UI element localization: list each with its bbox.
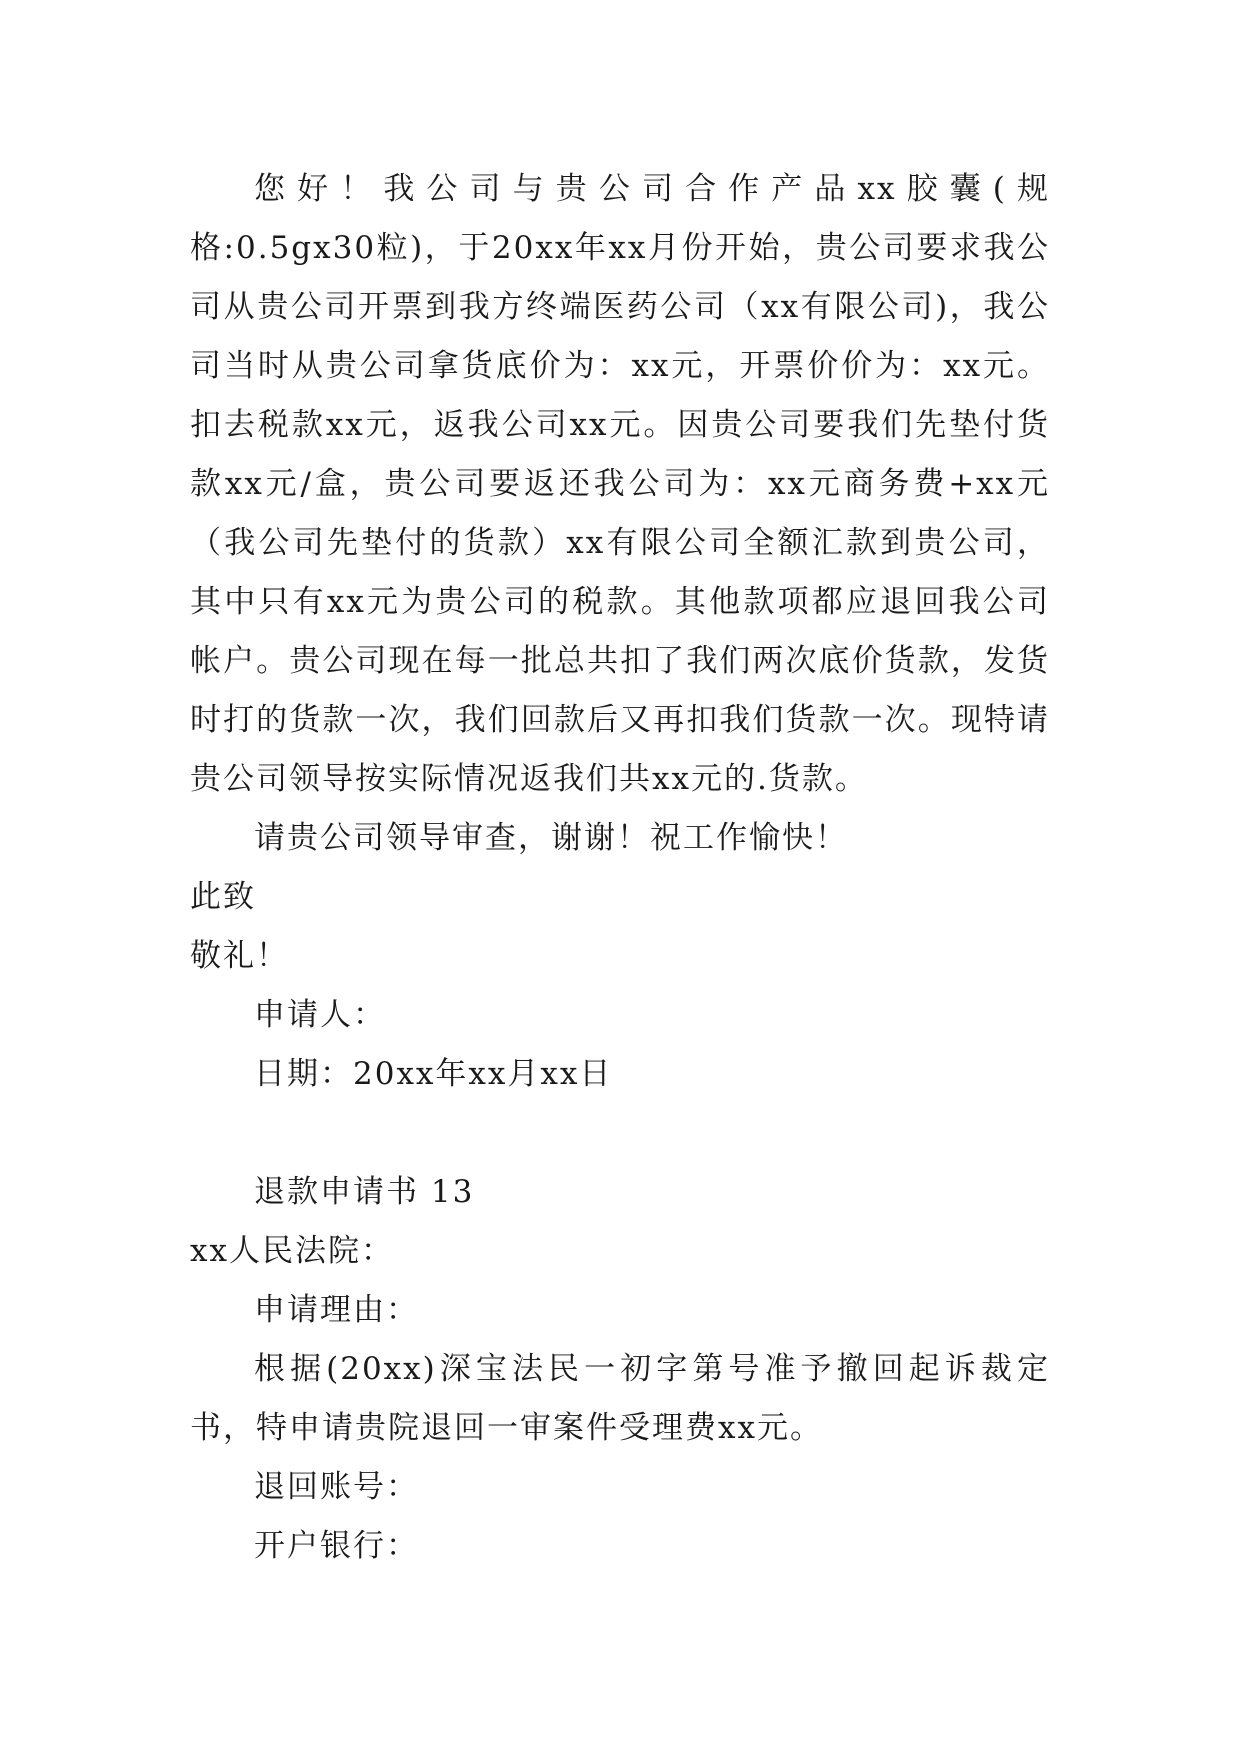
salutation-line-1: 此致 xyxy=(190,879,256,915)
addressee: xx人民法院： xyxy=(190,1233,394,1269)
account-label: 退回账号： xyxy=(254,1469,419,1505)
document-content xyxy=(190,160,1050,1576)
applicant-label: 申请人： xyxy=(254,997,386,1033)
date-line: 日期：20xx年xx月xx日 xyxy=(254,1056,613,1092)
reason-text: 根据(20xx)深宝法民一初字第号准予撤回起诉裁定书，特申请贵院退回一审案件受理费xx元。 xyxy=(190,1351,1050,1446)
section-spacer xyxy=(190,1104,1050,1163)
section-title: 退款申请书 13 xyxy=(254,1174,475,1210)
reason-label: 申请理由： xyxy=(254,1292,419,1328)
bank-label: 开户银行： xyxy=(254,1528,419,1564)
closing-request: 请贵公司领导审查，谢谢！祝工作愉快！ xyxy=(254,820,848,856)
letter-body-paragraph: 您好！我公司与贵公司合作产品xx胶囊(规格:0.5gx30粒)，于20xx年xx月份开始，贵公司要求我公司从贵公司开票到我方终端医药公司（xx有限公司)，我公司当时从贵公司拿货底价为：xx元，开票价价为：xx元。扣去税款xx元，返我公司xx元。因贵公司要我们先垫付货款xx元/盒，贵公司要返还我公司为：xx元商务费+xx元（我公司先垫付的货款）xx有限公司全额汇款到贵公司，其中只有xx元为贵公司的税款。其他款项都应退回我公司帐户。贵公司现在每一批总共扣了我们两次底价货款，发货时打的货款一次，我们回款后又再扣我们货款一次。现特请贵公司领导按实际情况返我们共xx元的.货款。 xyxy=(190,171,1050,797)
salutation-line-2: 敬礼！ xyxy=(190,938,289,974)
